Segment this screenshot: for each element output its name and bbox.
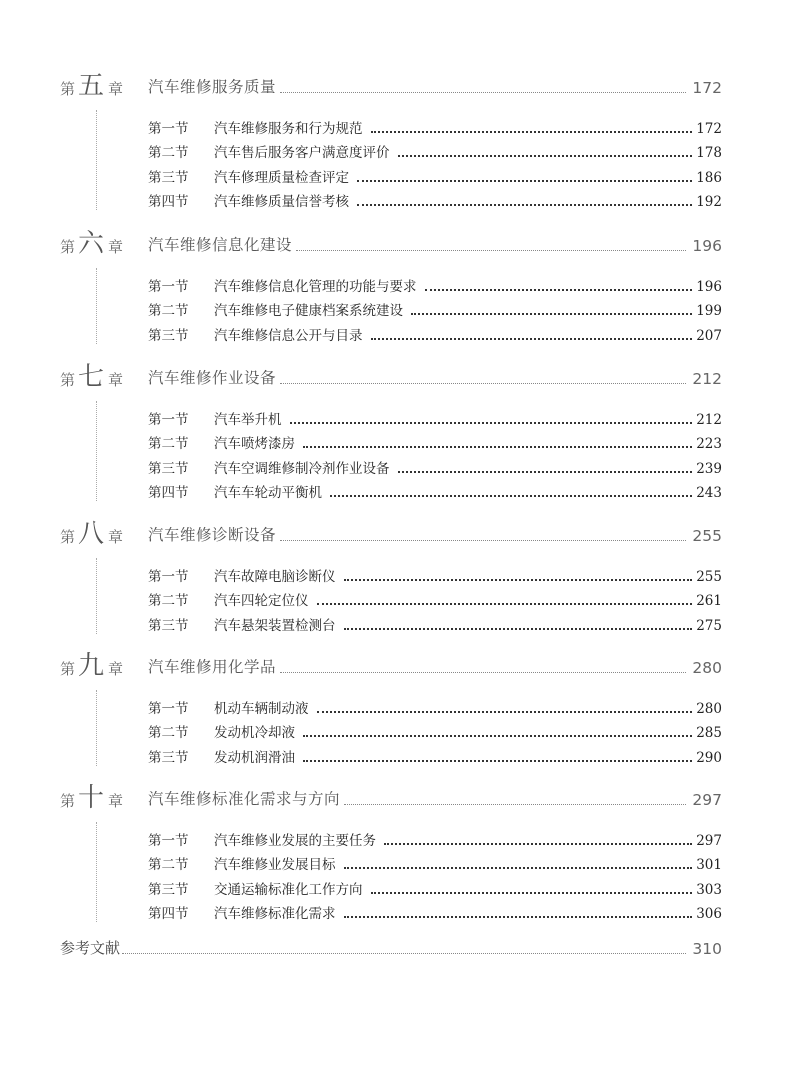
section-list xyxy=(148,692,722,766)
section-page: 196 xyxy=(696,278,722,295)
section-title: 汽车悬架装置检测台 xyxy=(214,617,336,634)
section-page: 301 xyxy=(696,857,722,873)
chapter-page: 297 xyxy=(692,791,722,809)
chapter-5 xyxy=(60,68,722,210)
chapter-7 xyxy=(60,359,722,501)
references-title: 参考文献 xyxy=(60,939,121,957)
chapter-title-row xyxy=(148,787,722,809)
section-title: 发动机冷却液 xyxy=(214,725,295,741)
chapter-suffix: 章 xyxy=(108,238,124,256)
chapter-title: 汽车维修标准化需求与方向 xyxy=(148,790,341,808)
section-number: 第三节 xyxy=(148,881,189,898)
chapter-number: 六 xyxy=(78,229,105,259)
chapter-heading[interactable] xyxy=(60,226,722,258)
chapter-divider-line xyxy=(96,690,97,766)
chapter-6 xyxy=(60,226,722,344)
section-title: 发动机润滑油 xyxy=(214,749,295,766)
section-entry[interactable] xyxy=(148,717,722,742)
chapter-heading[interactable] xyxy=(60,516,722,548)
section-number: 第二节 xyxy=(148,145,189,161)
chapter-divider-line xyxy=(96,401,97,501)
chapter-suffix: 章 xyxy=(108,528,124,546)
section-title: 机动车辆制动液 xyxy=(214,700,309,717)
section-number: 第四节 xyxy=(148,485,189,501)
chapter-title-row xyxy=(148,233,722,255)
leader-dots xyxy=(344,627,693,630)
chapter-8 xyxy=(60,516,722,634)
chapter-divider-line xyxy=(96,268,97,344)
chapter-heading[interactable] xyxy=(60,780,722,812)
section-number: 第二节 xyxy=(148,303,189,319)
section-title: 汽车维修业发展的主要任务 xyxy=(214,832,376,849)
chapter-page: 196 xyxy=(692,237,722,255)
chapter-suffix: 章 xyxy=(108,792,124,810)
section-page: 207 xyxy=(696,327,722,344)
section-number: 第一节 xyxy=(148,700,189,717)
leader-dots xyxy=(411,312,692,315)
section-number: 第一节 xyxy=(148,568,189,585)
section-page: 303 xyxy=(696,881,722,898)
references-page: 310 xyxy=(692,940,722,958)
section-number: 第一节 xyxy=(148,411,189,428)
section-number: 第二节 xyxy=(148,593,189,609)
section-title: 汽车维修信息公开与目录 xyxy=(214,327,363,344)
leader-dots xyxy=(357,179,692,182)
section-number: 第一节 xyxy=(148,278,189,295)
section-entry[interactable] xyxy=(148,849,722,874)
section-list xyxy=(148,824,722,922)
section-entry[interactable] xyxy=(148,824,722,849)
section-title: 汽车故障电脑诊断仪 xyxy=(214,568,336,585)
section-page: 290 xyxy=(696,749,722,766)
section-number: 第三节 xyxy=(148,617,189,634)
leader-dots xyxy=(280,671,686,673)
chapter-prefix: 第 xyxy=(60,792,76,810)
section-title: 汽车四轮定位仪 xyxy=(214,593,309,609)
leader-dots xyxy=(371,891,693,894)
section-entry[interactable] xyxy=(148,741,722,766)
section-number: 第一节 xyxy=(148,120,189,137)
section-entry[interactable] xyxy=(148,161,722,186)
section-title: 汽车售后服务客户满意度评价 xyxy=(214,145,390,161)
section-title: 汽车举升机 xyxy=(214,411,282,428)
section-page: 243 xyxy=(696,485,722,501)
chapter-title: 汽车维修用化学品 xyxy=(148,658,277,676)
leader-dots xyxy=(296,249,686,251)
chapter-prefix: 第 xyxy=(60,80,76,98)
section-page: 261 xyxy=(696,593,722,609)
section-entry[interactable] xyxy=(148,692,722,717)
chapter-number: 十 xyxy=(78,783,105,813)
leader-dots xyxy=(425,288,693,291)
chapter-divider-line xyxy=(96,822,97,922)
section-entry[interactable] xyxy=(148,112,722,137)
section-title: 汽车维修质量信誉考核 xyxy=(214,194,349,210)
references-entry[interactable] xyxy=(60,934,722,958)
section-page: 306 xyxy=(696,906,722,922)
chapter-heading[interactable] xyxy=(60,648,722,680)
section-page: 297 xyxy=(696,832,722,849)
section-entry[interactable] xyxy=(148,403,722,428)
chapter-page: 172 xyxy=(692,79,722,97)
section-page: 212 xyxy=(696,411,722,428)
section-title: 汽车修理质量检查评定 xyxy=(214,169,349,186)
leader-dots xyxy=(344,578,693,581)
section-list xyxy=(148,270,722,344)
section-number: 第三节 xyxy=(148,169,189,186)
section-number: 第四节 xyxy=(148,906,189,922)
leader-dots xyxy=(344,915,693,918)
section-number: 第三节 xyxy=(148,327,189,344)
section-entry[interactable] xyxy=(148,452,722,477)
section-entry[interactable] xyxy=(148,270,722,295)
leader-dots xyxy=(303,734,692,737)
section-number: 第四节 xyxy=(148,194,189,210)
leader-dots xyxy=(398,470,693,473)
chapter-title: 汽车维修信息化建设 xyxy=(148,236,293,254)
section-entry[interactable] xyxy=(148,898,722,923)
chapter-9 xyxy=(60,648,722,766)
chapter-divider-line xyxy=(96,110,97,210)
chapter-page: 255 xyxy=(692,527,722,545)
leader-dots xyxy=(317,602,693,605)
section-entry[interactable] xyxy=(148,585,722,610)
section-title: 汽车车轮动平衡机 xyxy=(214,485,322,501)
chapter-divider-line xyxy=(96,558,97,634)
leader-dots xyxy=(344,803,686,805)
section-entry[interactable] xyxy=(148,295,722,320)
section-page: 223 xyxy=(696,436,722,452)
section-list xyxy=(148,403,722,501)
chapter-prefix: 第 xyxy=(60,371,76,389)
section-title: 汽车空调维修制冷剂作业设备 xyxy=(214,460,390,477)
section-entry[interactable] xyxy=(148,609,722,634)
section-number: 第三节 xyxy=(148,460,189,477)
section-entry[interactable] xyxy=(148,477,722,502)
leader-dots xyxy=(280,382,686,384)
section-page: 192 xyxy=(696,194,722,210)
leader-dots xyxy=(303,445,692,448)
section-number: 第三节 xyxy=(148,749,189,766)
chapter-number: 八 xyxy=(78,519,105,549)
section-list xyxy=(148,560,722,634)
chapter-suffix: 章 xyxy=(108,80,124,98)
leader-dots xyxy=(280,91,686,93)
leader-dots xyxy=(317,710,693,713)
leader-dots xyxy=(398,154,693,157)
chapter-prefix: 第 xyxy=(60,528,76,546)
chapter-number: 五 xyxy=(78,71,105,101)
section-title: 汽车维修业发展目标 xyxy=(214,857,336,873)
chapter-heading[interactable] xyxy=(60,68,722,100)
section-page: 255 xyxy=(696,568,722,585)
section-page: 178 xyxy=(696,145,722,161)
section-page: 275 xyxy=(696,617,722,634)
section-entry[interactable] xyxy=(148,186,722,211)
chapter-title-row xyxy=(148,366,722,388)
section-number: 第二节 xyxy=(148,436,189,452)
leader-dots xyxy=(344,866,693,869)
section-entry[interactable] xyxy=(148,137,722,162)
section-number: 第一节 xyxy=(148,832,189,849)
chapter-title-row xyxy=(148,523,722,545)
chapter-number: 七 xyxy=(78,362,105,392)
chapter-suffix: 章 xyxy=(108,660,124,678)
chapter-title: 汽车维修服务质量 xyxy=(148,78,277,96)
section-page: 186 xyxy=(696,169,722,186)
leader-dots xyxy=(371,130,693,133)
section-title: 汽车维修电子健康档案系统建设 xyxy=(214,303,403,319)
section-title: 交通运输标准化工作方向 xyxy=(214,881,363,898)
chapter-title-row xyxy=(148,655,722,677)
leader-dots xyxy=(357,203,692,206)
section-page: 285 xyxy=(696,725,722,741)
chapter-10 xyxy=(60,780,722,922)
section-title: 汽车维修信息化管理的功能与要求 xyxy=(214,278,417,295)
chapter-title: 汽车维修作业设备 xyxy=(148,369,277,387)
chapter-number: 九 xyxy=(78,651,105,681)
section-entry[interactable] xyxy=(148,873,722,898)
section-entry[interactable] xyxy=(148,319,722,344)
chapter-prefix: 第 xyxy=(60,660,76,678)
section-page: 239 xyxy=(696,460,722,477)
section-list xyxy=(148,112,722,210)
section-title: 汽车喷烤漆房 xyxy=(214,436,295,452)
chapter-title: 汽车维修诊断设备 xyxy=(148,526,277,544)
chapter-prefix: 第 xyxy=(60,238,76,256)
chapter-suffix: 章 xyxy=(108,371,124,389)
section-title: 汽车维修标准化需求 xyxy=(214,906,336,922)
leader-dots xyxy=(371,337,693,340)
leader-dots xyxy=(330,494,692,497)
chapter-heading[interactable] xyxy=(60,359,722,391)
section-number: 第二节 xyxy=(148,857,189,873)
section-page: 199 xyxy=(696,303,722,319)
leader-dots xyxy=(280,539,686,541)
leader-dots xyxy=(122,952,686,954)
section-number: 第二节 xyxy=(148,725,189,741)
chapter-page: 280 xyxy=(692,659,722,677)
section-page: 172 xyxy=(696,120,722,137)
chapter-title-row xyxy=(148,75,722,97)
chapter-page: 212 xyxy=(692,370,722,388)
section-entry[interactable] xyxy=(148,428,722,453)
leader-dots xyxy=(303,759,692,762)
section-entry[interactable] xyxy=(148,560,722,585)
leader-dots xyxy=(384,842,692,845)
section-title: 汽车维修服务和行为规范 xyxy=(214,120,363,137)
section-page: 280 xyxy=(696,700,722,717)
leader-dots xyxy=(290,421,693,424)
